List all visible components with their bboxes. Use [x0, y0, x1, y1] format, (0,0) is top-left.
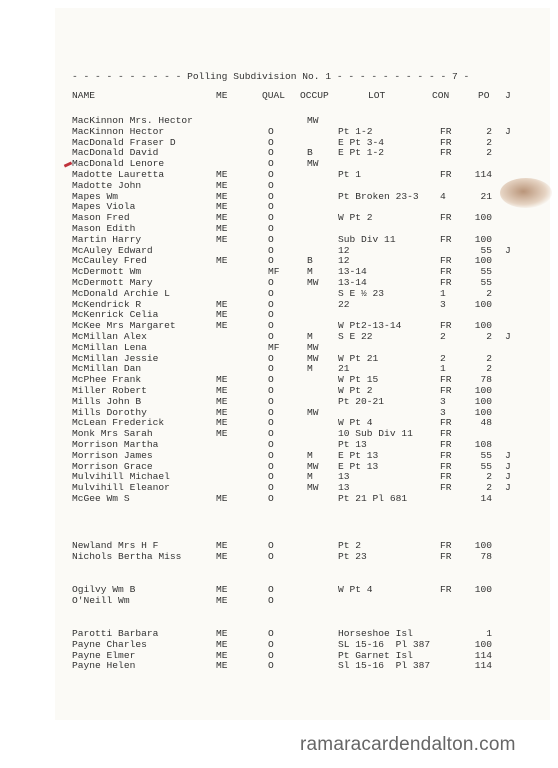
elector-name: Mason Edith	[72, 223, 136, 234]
elector-po: 55	[480, 461, 492, 472]
elector-qual: O	[268, 223, 274, 234]
elector-row	[0, 494, 558, 504]
elector-me: ME	[216, 540, 228, 551]
elector-qual: O	[268, 639, 274, 650]
elector-qual: O	[268, 137, 274, 148]
elector-name: McAuley Edward	[72, 245, 153, 256]
elector-lot: W Pt2-13-14	[338, 320, 402, 331]
elector-lot: Pt 20-21	[338, 396, 385, 407]
elector-po: 2	[486, 363, 492, 374]
elector-name: Mills Dorothy	[72, 407, 147, 418]
elector-me: ME	[216, 201, 228, 212]
elector-po: 55	[480, 245, 492, 256]
col-header-con: CON	[432, 90, 450, 101]
elector-qual: O	[268, 450, 274, 461]
elector-po: 100	[474, 540, 492, 551]
elector-po: 78	[480, 374, 492, 385]
elector-row	[0, 364, 558, 374]
elector-occupation: B	[307, 255, 313, 266]
elector-qual: O	[268, 428, 274, 439]
elector-po: 2	[486, 331, 492, 342]
elector-name: Martin Harry	[72, 234, 142, 245]
elector-row	[0, 278, 558, 288]
elector-occupation: MW	[307, 277, 319, 288]
elector-po: 78	[480, 551, 492, 562]
elector-po: 100	[474, 385, 492, 396]
elector-qual: O	[268, 309, 274, 320]
elector-lot: 13	[338, 482, 350, 493]
elector-lot: 12	[338, 245, 350, 256]
elector-po: 108	[474, 439, 492, 450]
elector-me: ME	[216, 628, 228, 639]
elector-name: Miller Robert	[72, 385, 147, 396]
elector-occupation: MW	[307, 115, 319, 126]
elector-me: ME	[216, 584, 228, 595]
elector-row	[0, 472, 558, 482]
elector-concession: FR	[440, 169, 452, 180]
elector-concession: FR	[440, 255, 452, 266]
elector-juror-mark: J	[505, 450, 511, 461]
elector-row	[0, 343, 558, 353]
elector-row	[0, 483, 558, 493]
elector-lot: Pt Garnet Isl	[338, 650, 413, 661]
elector-row	[0, 585, 558, 595]
elector-lot: 21	[338, 363, 350, 374]
elector-row	[0, 629, 558, 639]
elector-row	[0, 541, 558, 551]
elector-concession: FR	[440, 126, 452, 137]
elector-lot: 12	[338, 255, 350, 266]
elector-row	[0, 552, 558, 562]
elector-name: McKenrick Celia	[72, 309, 159, 320]
col-header-qual: QUAL	[262, 90, 286, 101]
elector-qual: O	[268, 288, 274, 299]
elector-qual: O	[268, 540, 274, 551]
elector-concession: FR	[440, 461, 452, 472]
elector-concession: FR	[440, 471, 452, 482]
elector-occupation: B	[307, 147, 313, 158]
elector-lot: S E 22	[338, 331, 373, 342]
elector-name: O'Neill Wm	[72, 595, 130, 606]
elector-lot: Pt Broken 23-3	[338, 191, 419, 202]
elector-me: ME	[216, 385, 228, 396]
elector-name: McMillan Dan	[72, 363, 142, 374]
elector-name: McKee Mrs Margaret	[72, 320, 176, 331]
elector-name: Madotte Lauretta	[72, 169, 165, 180]
elector-concession: 1	[440, 288, 446, 299]
elector-row	[0, 289, 558, 299]
elector-qual: O	[268, 299, 274, 310]
elector-row	[0, 310, 558, 320]
elector-lot: S E ½ 23	[338, 288, 385, 299]
elector-row	[0, 116, 558, 126]
elector-lot: 13-14	[338, 277, 367, 288]
elector-row	[0, 332, 558, 342]
elector-occupation: MW	[307, 461, 319, 472]
elector-po: 100	[474, 407, 492, 418]
elector-qual: O	[268, 201, 274, 212]
elector-qual: O	[268, 277, 274, 288]
elector-row	[0, 224, 558, 234]
col-header-me: ME	[216, 90, 228, 101]
elector-row	[0, 397, 558, 407]
elector-me: ME	[216, 374, 228, 385]
elector-name: McDermott Wm	[72, 266, 142, 277]
elector-occupation: MW	[307, 482, 319, 493]
elector-occupation: MW	[307, 353, 319, 364]
elector-qual: O	[268, 169, 274, 180]
elector-lot: SL 15-16 Pl 387	[338, 639, 431, 650]
elector-qual: O	[268, 396, 274, 407]
elector-row	[0, 127, 558, 137]
elector-po: 2	[486, 353, 492, 364]
elector-qual: O	[268, 147, 274, 158]
elector-qual: O	[268, 660, 274, 671]
elector-name: Ogilvy Wm B	[72, 584, 136, 595]
elector-lot: Pt 13	[338, 439, 367, 450]
col-header-po: PO	[478, 90, 490, 101]
elector-name: Monk Mrs Sarah	[72, 428, 153, 439]
elector-row	[0, 418, 558, 428]
elector-occupation: M	[307, 471, 313, 482]
elector-me: ME	[216, 255, 228, 266]
elector-lot: W Pt 4	[338, 584, 373, 595]
elector-qual: O	[268, 191, 274, 202]
elector-name: MacKinnon Hector	[72, 126, 165, 137]
elector-po: 55	[480, 277, 492, 288]
elector-me: ME	[216, 234, 228, 245]
elector-concession: FR	[440, 417, 452, 428]
elector-me: ME	[216, 650, 228, 661]
elector-qual: O	[268, 551, 274, 562]
elector-name: Mason Fred	[72, 212, 130, 223]
elector-me: ME	[216, 660, 228, 671]
elector-po: 100	[474, 255, 492, 266]
elector-concession: 2	[440, 353, 446, 364]
elector-po: 21	[480, 191, 492, 202]
col-header-occup: OCCUP	[300, 90, 329, 101]
elector-row	[0, 148, 558, 158]
elector-po: 2	[486, 471, 492, 482]
elector-row	[0, 170, 558, 180]
elector-name: McGee Wm S	[72, 493, 130, 504]
elector-concession: FR	[440, 320, 452, 331]
subdivision-title: - - - - - - - - - - Polling Subdivision No. 1 - - - - - - - - - - 7 -	[72, 71, 470, 82]
elector-row	[0, 640, 558, 650]
elector-qual: O	[268, 461, 274, 472]
elector-lot: E Pt 13	[338, 461, 379, 472]
elector-row	[0, 386, 558, 396]
elector-juror-mark: J	[505, 461, 511, 472]
elector-row	[0, 321, 558, 331]
elector-juror-mark: J	[505, 245, 511, 256]
elector-po: 14	[480, 493, 492, 504]
elector-lot: E Pt 3-4	[338, 137, 385, 148]
elector-lot: W Pt 15	[338, 374, 379, 385]
elector-row	[0, 181, 558, 191]
elector-me: ME	[216, 191, 228, 202]
elector-po: 1	[486, 628, 492, 639]
elector-po: 100	[474, 396, 492, 407]
elector-qual: MF	[268, 266, 280, 277]
elector-concession: FR	[440, 212, 452, 223]
elector-concession: FR	[440, 385, 452, 396]
elector-me: ME	[216, 309, 228, 320]
elector-qual: O	[268, 471, 274, 482]
elector-lot: W Pt 21	[338, 353, 379, 364]
elector-lot: E Pt 1-2	[338, 147, 385, 158]
elector-occupation: MW	[307, 158, 319, 169]
elector-juror-mark: J	[505, 126, 511, 137]
elector-qual: O	[268, 353, 274, 364]
elector-me: ME	[216, 551, 228, 562]
elector-po: 2	[486, 126, 492, 137]
elector-name: MacDonald David	[72, 147, 159, 158]
elector-lot: Pt 1-2	[338, 126, 373, 137]
elector-occupation: M	[307, 450, 313, 461]
col-header-name: NAME	[72, 90, 96, 101]
elector-name: McDonald Archie L	[72, 288, 170, 299]
elector-po: 55	[480, 266, 492, 277]
elector-row	[0, 213, 558, 223]
elector-qual: O	[268, 255, 274, 266]
elector-name: Mapes Viola	[72, 201, 136, 212]
elector-po: 114	[474, 660, 492, 671]
elector-po: 2	[486, 482, 492, 493]
col-header-j: J	[505, 90, 511, 101]
elector-name: Payne Helen	[72, 660, 136, 671]
elector-row	[0, 429, 558, 439]
elector-concession: FR	[440, 234, 452, 245]
elector-po: 100	[474, 234, 492, 245]
elector-name: Mills John B	[72, 396, 142, 407]
col-header-lot: LOT	[368, 90, 386, 101]
elector-name: McPhee Frank	[72, 374, 142, 385]
elector-concession: FR	[440, 439, 452, 450]
elector-qual: MF	[268, 342, 280, 353]
elector-me: ME	[216, 299, 228, 310]
elector-me: ME	[216, 493, 228, 504]
elector-qual: O	[268, 439, 274, 450]
elector-row	[0, 661, 558, 671]
elector-po: 100	[474, 320, 492, 331]
elector-me: ME	[216, 639, 228, 650]
elector-name: MacKinnon Mrs. Hector	[72, 115, 193, 126]
elector-name: Payne Charles	[72, 639, 147, 650]
elector-qual: O	[268, 245, 274, 256]
elector-qual: O	[268, 385, 274, 396]
elector-concession: FR	[440, 584, 452, 595]
elector-name: McDermott Mary	[72, 277, 153, 288]
elector-lot: Sub Div 11	[338, 234, 396, 245]
elector-concession: FR	[440, 428, 452, 439]
elector-name: McMillan Jessie	[72, 353, 159, 364]
elector-qual: O	[268, 482, 274, 493]
elector-row	[0, 256, 558, 266]
elector-name: Mulvihill Eleanor	[72, 482, 170, 493]
elector-name: Mulvihill Michael	[72, 471, 170, 482]
elector-concession: 3	[440, 407, 446, 418]
elector-juror-mark: J	[505, 331, 511, 342]
elector-name: Morrison James	[72, 450, 153, 461]
elector-row	[0, 440, 558, 450]
elector-occupation: MW	[307, 342, 319, 353]
elector-juror-mark: J	[505, 471, 511, 482]
elector-lot: Pt 21 Pl 681	[338, 493, 408, 504]
elector-name: McMillan Alex	[72, 331, 147, 342]
elector-me: ME	[216, 223, 228, 234]
elector-row	[0, 375, 558, 385]
site-watermark: ramaracardendalton.com	[300, 734, 516, 755]
elector-qual: O	[268, 234, 274, 245]
elector-po: 55	[480, 450, 492, 461]
elector-qual: O	[268, 407, 274, 418]
elector-qual: O	[268, 584, 274, 595]
elector-qual: O	[268, 158, 274, 169]
elector-me: ME	[216, 595, 228, 606]
elector-lot: 10 Sub Div 11	[338, 428, 413, 439]
elector-po: 100	[474, 212, 492, 223]
elector-concession: FR	[440, 551, 452, 562]
elector-lot: 13-14	[338, 266, 367, 277]
elector-row	[0, 235, 558, 245]
elector-row	[0, 202, 558, 212]
elector-lot: Pt 1	[338, 169, 362, 180]
elector-po: 100	[474, 639, 492, 650]
elector-po: 100	[474, 584, 492, 595]
elector-qual: O	[268, 126, 274, 137]
elector-name: MacDonald Fraser D	[72, 137, 176, 148]
elector-me: ME	[216, 169, 228, 180]
elector-concession: FR	[440, 540, 452, 551]
elector-concession: 3	[440, 396, 446, 407]
elector-me: ME	[216, 212, 228, 223]
elector-juror-mark: J	[505, 482, 511, 493]
elector-concession: FR	[440, 277, 452, 288]
elector-row	[0, 451, 558, 461]
elector-lot: W Pt 2	[338, 385, 373, 396]
elector-po: 48	[480, 417, 492, 428]
elector-me: ME	[216, 407, 228, 418]
elector-qual: O	[268, 320, 274, 331]
elector-name: McLean Frederick	[72, 417, 165, 428]
elector-qual: O	[268, 374, 274, 385]
elector-lot: Sl 15-16 Pl 387	[338, 660, 431, 671]
elector-qual: O	[268, 363, 274, 374]
elector-qual: O	[268, 417, 274, 428]
elector-occupation: M	[307, 363, 313, 374]
elector-name: McMillan Lena	[72, 342, 147, 353]
elector-name: Madotte John	[72, 180, 142, 191]
elector-lot: Horseshoe Isl	[338, 628, 413, 639]
elector-name: Morrison Grace	[72, 461, 153, 472]
elector-po: 2	[486, 137, 492, 148]
elector-po: 114	[474, 169, 492, 180]
elector-qual: O	[268, 180, 274, 191]
elector-qual: O	[268, 628, 274, 639]
elector-po: 114	[474, 650, 492, 661]
elector-occupation: M	[307, 266, 313, 277]
elector-qual: O	[268, 331, 274, 342]
elector-po: 100	[474, 299, 492, 310]
elector-lot: W Pt 2	[338, 212, 373, 223]
elector-name: Nichols Bertha Miss	[72, 551, 182, 562]
elector-name: Morrison Martha	[72, 439, 159, 450]
elector-name: Payne Elmer	[72, 650, 136, 661]
elector-concession: FR	[440, 266, 452, 277]
elector-name: McKendrick R	[72, 299, 142, 310]
elector-lot: 22	[338, 299, 350, 310]
elector-qual: O	[268, 493, 274, 504]
elector-name: Newland Mrs H F	[72, 540, 159, 551]
elector-me: ME	[216, 320, 228, 331]
elector-concession: 1	[440, 363, 446, 374]
elector-occupation: M	[307, 331, 313, 342]
elector-po: 2	[486, 288, 492, 299]
elector-po: 2	[486, 147, 492, 158]
elector-name: Parotti Barbara	[72, 628, 159, 639]
elector-qual: O	[268, 212, 274, 223]
elector-lot: E Pt 13	[338, 450, 379, 461]
elector-qual: O	[268, 595, 274, 606]
elector-me: ME	[216, 396, 228, 407]
elector-lot: Pt 23	[338, 551, 367, 562]
elector-row	[0, 159, 558, 169]
elector-me: ME	[216, 417, 228, 428]
elector-row	[0, 596, 558, 606]
elector-concession: 2	[440, 331, 446, 342]
elector-concession: FR	[440, 450, 452, 461]
elector-name: Mapes Wm	[72, 191, 119, 202]
elector-concession: 3	[440, 299, 446, 310]
elector-lot: Pt 2	[338, 540, 362, 551]
elector-concession: FR	[440, 147, 452, 158]
elector-concession: FR	[440, 137, 452, 148]
elector-occupation: MW	[307, 407, 319, 418]
elector-concession: 4	[440, 191, 446, 202]
elector-concession: FR	[440, 374, 452, 385]
elector-concession: FR	[440, 482, 452, 493]
elector-name: McCauley Fred	[72, 255, 147, 266]
elector-me: ME	[216, 180, 228, 191]
elector-lot: W Pt 4	[338, 417, 373, 428]
elector-row	[0, 267, 558, 277]
elector-lot: 13	[338, 471, 350, 482]
elector-me: ME	[216, 428, 228, 439]
elector-qual: O	[268, 650, 274, 661]
elector-name: MacDonald Lenore	[72, 158, 165, 169]
